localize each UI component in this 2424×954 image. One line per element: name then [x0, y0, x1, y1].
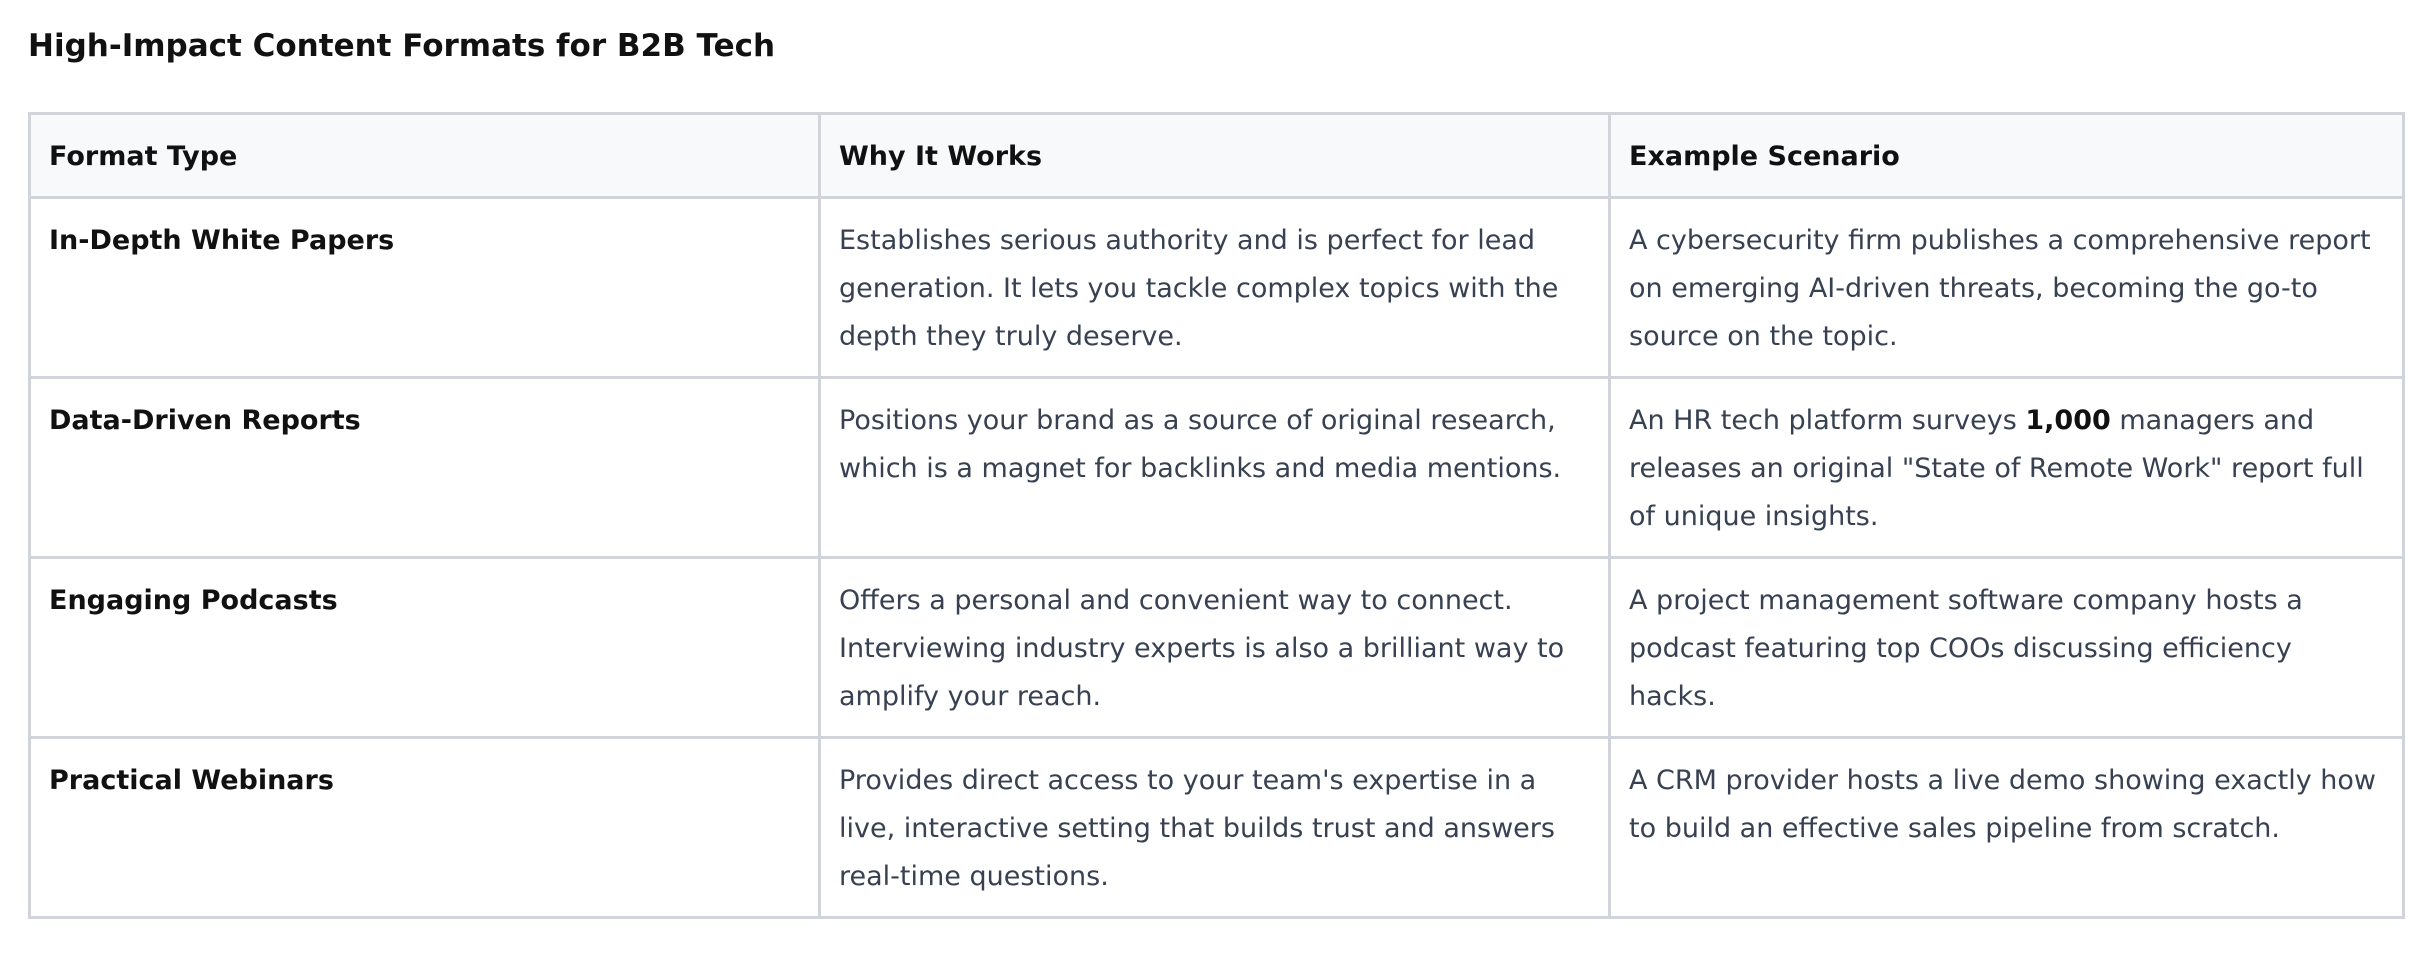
format-type-cell: Practical Webinars: [30, 738, 820, 918]
example-scenario-cell: A CRM provider hosts a live demo showing exactly how to build an effective sales pipeline from scratch.: [1610, 738, 2404, 918]
why-it-works-cell: Positions your brand as a source of original research, which is a magnet for backlinks and media mentions.: [820, 378, 1610, 558]
table-row: [30, 198, 2404, 378]
column-header-format-type: Format Type: [30, 114, 820, 198]
example-scenario-cell: A project management software company hosts a podcast featuring top COOs discussing efficiency hacks.: [1610, 558, 2404, 738]
format-type-cell: Engaging Podcasts: [30, 558, 820, 738]
document-page: [28, 0, 2402, 892]
why-it-works-cell: Establishes serious authority and is perfect for lead generation. It lets you tackle complex topics with the depth they truly deserve.: [820, 198, 1610, 378]
example-scenario-cell: [1610, 378, 2404, 558]
why-it-works-cell: Provides direct access to your team's expertise in a live, interactive setting that builds trust and answers real-time questions.: [820, 738, 1610, 918]
table-header-row: [30, 114, 2404, 198]
survey-count-emphasis: 1,000: [2025, 405, 2111, 436]
example-scenario-cell: A cybersecurity firm publishes a comprehensive report on emerging AI-driven threats, becoming the go-to source on the topic.: [1610, 198, 2404, 378]
why-it-works-cell: Offers a personal and convenient way to connect. Interviewing industry experts is also a brilliant way to amplify your reach.: [820, 558, 1610, 738]
format-type-cell: In-Depth White Papers: [30, 198, 820, 378]
example-text-after: managers and releases an original "State of Remote Work" report full of unique insights.: [1629, 405, 2364, 532]
column-header-why-it-works: Why It Works: [820, 114, 1610, 198]
page-title: High-Impact Content Formats for B2B Tech: [28, 28, 776, 64]
table-row: [30, 378, 2404, 558]
table-row: [30, 738, 2404, 918]
content-formats-table: [28, 112, 2405, 919]
example-text-before: An HR tech platform surveys: [1629, 405, 2026, 436]
table-row: [30, 558, 2404, 738]
format-type-cell: Data-Driven Reports: [30, 378, 820, 558]
column-header-example-scenario: Example Scenario: [1610, 114, 2404, 198]
